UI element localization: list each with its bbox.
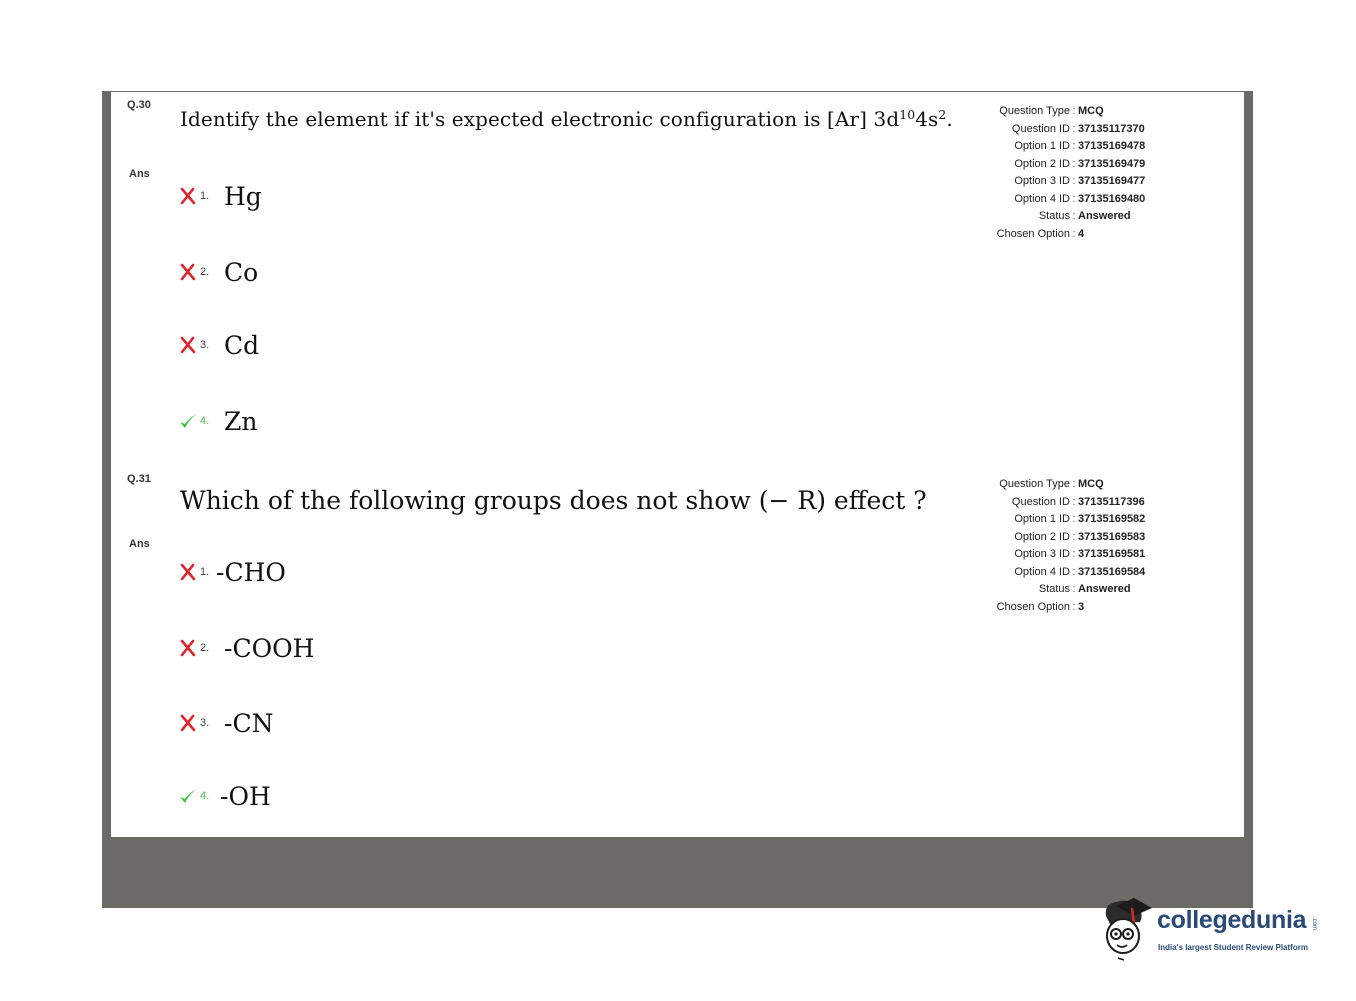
option-number: 3.: [200, 717, 210, 729]
question-metadata: Question Type : MCQ Question ID : 37135117370 Option 1 ID : 37135169478 Option 2 ID : 37135169479 Option 3 ID : 37135169477 Option 4 ID : 37135169480 Status : Answered Chosen Option : 4: [996, 105, 1146, 240]
cross-icon: [178, 562, 198, 582]
cross-icon: [178, 335, 198, 355]
option-row: [178, 552, 286, 592]
option-row: [178, 628, 314, 668]
option-text: -CN: [224, 708, 274, 738]
option-text: -COOH: [224, 633, 315, 663]
option-number: 3.: [200, 339, 210, 351]
question-number: Q.31: [127, 473, 151, 485]
option-row: [178, 176, 262, 216]
option-text: Hg: [224, 181, 262, 211]
option-text: -CHO: [216, 557, 286, 587]
option-row: [178, 703, 273, 743]
mascot-logo-icon: [1098, 896, 1158, 964]
checkmark-icon: [178, 411, 198, 431]
cross-icon: [178, 713, 198, 733]
brand-suffix: .com: [1311, 917, 1317, 931]
option-number: 2.: [200, 266, 210, 278]
option-text: -OH: [220, 781, 271, 811]
cross-icon: [178, 262, 198, 282]
question-text: Identify the element if it's expected electronic configuration is [Ar] $3d^{10}4s^2$.: [180, 107, 953, 131]
option-number: 2.: [200, 642, 210, 654]
brand-name: collegedunia: [1157, 906, 1307, 934]
cross-icon: [178, 186, 198, 206]
question-text: Which of the following groups does not show (− R) effect ?: [180, 486, 927, 515]
option-number: 1.: [200, 190, 210, 202]
answer-label: Ans: [129, 538, 150, 550]
checkmark-icon: [178, 786, 198, 806]
brand-tagline: India's largest Student Review Platform: [1158, 943, 1308, 952]
answer-label: Ans: [129, 168, 150, 180]
option-text: Co: [224, 257, 259, 287]
option-number: 4.: [200, 790, 210, 802]
option-row: [178, 776, 271, 816]
question-metadata: Question Type : MCQ Question ID : 37135117396 Option 1 ID : 37135169582 Option 2 ID : 37135169583 Option 3 ID : 37135169581 Option 4 ID : 37135169584 Status : Answered Chosen Option : 3: [996, 478, 1146, 613]
option-row: [178, 252, 258, 292]
option-row: [178, 325, 259, 365]
cross-icon: [178, 638, 198, 658]
option-number: 1.: [200, 566, 210, 578]
option-text: Zn: [224, 406, 258, 436]
option-number: 4.: [200, 415, 210, 427]
option-text: Cd: [224, 330, 260, 360]
question-number: Q.30: [127, 99, 151, 111]
option-row: [178, 401, 257, 441]
